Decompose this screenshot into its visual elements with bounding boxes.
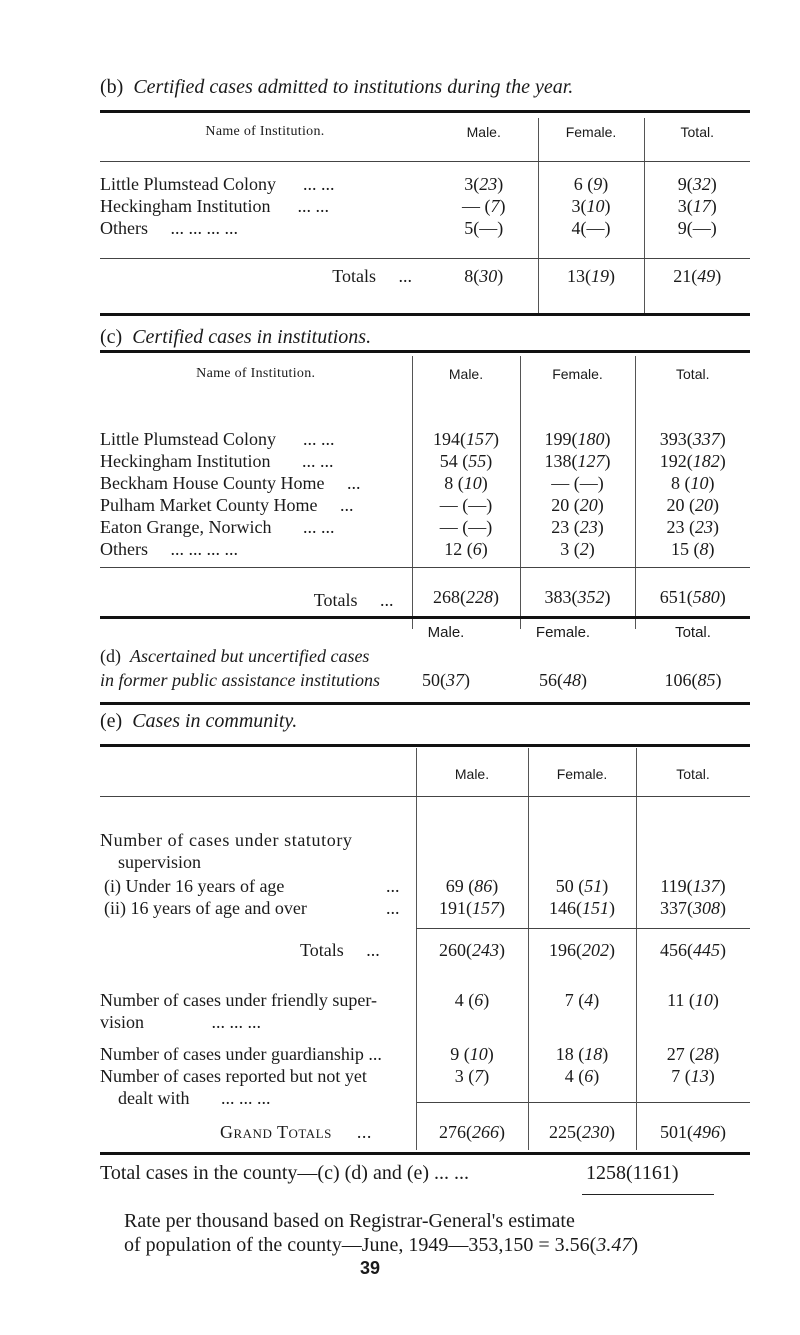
- col-name-header: Name of Institution.: [205, 124, 325, 139]
- table-row: Pulham Market County Home ... — (—) 20 (20) 20 (20): [100, 495, 750, 517]
- col-name-header: Name of Institution.: [196, 366, 316, 381]
- col-male-header: Male.: [466, 124, 501, 140]
- section-d-header-total: Total.: [675, 624, 711, 641]
- table-header: [100, 118, 750, 160]
- guardianship-row: Number of cases under guardianship ... 9 (10) 18 (18) 27 (28): [100, 1044, 720, 1064]
- col-total-header: Total.: [676, 766, 710, 782]
- section-c-top-rule: [100, 350, 750, 353]
- section-b-top-rule: [100, 110, 750, 113]
- section-b-heading: (b) Certified cases admitted to institutions during the year.: [100, 76, 574, 98]
- col-female-header: Female.: [538, 118, 644, 160]
- table-header: [100, 356, 750, 412]
- totals-row: Totals ... 8(30) 13(19) 21(49): [100, 256, 750, 314]
- rate-line-1: Rate per thousand based on Registrar-General's estimate: [124, 1210, 575, 1232]
- page-number: 39: [360, 1258, 381, 1278]
- rate-line-2: of population of the county—June, 1949—353,150 = 3.56(3.47): [124, 1234, 639, 1256]
- section-e-subtotal-rule: [416, 928, 750, 929]
- table-row: Eaton Grange, Norwich ... ... — (—) 23 (23) 23 (23): [100, 517, 750, 539]
- grand-totals-row: Grand Totals ... 276(266) 225(230) 501(496): [220, 1122, 726, 1142]
- table-row: Heckingham Institution ... ... 54 (55) 138(127) 192(182): [100, 451, 750, 473]
- col-total-header: Total.: [644, 118, 750, 160]
- section-c-table: [100, 356, 750, 629]
- section-d-female: 56(48): [539, 670, 587, 690]
- section-b-table: [100, 118, 750, 314]
- table-row: (i) Under 16 years of age ... 69 (86) 50 (51) 119(137): [104, 876, 726, 896]
- section-d-male: 50(37): [422, 670, 470, 690]
- section-b-header-rule: [100, 161, 750, 162]
- section-c-totals-rule: [100, 567, 750, 568]
- section-c-bottom-rule: [100, 616, 750, 619]
- section-e-vert-extend: [528, 1098, 529, 1150]
- table-row: Others ... ... ... ... 5(—) 4(—) 9(—): [100, 218, 750, 256]
- col-male-header: Male.: [412, 356, 520, 412]
- table-row: Heckingham Institution ... ... — (7) 3(10) 3(17): [100, 196, 750, 218]
- county-total-value: 1258(1161): [586, 1162, 679, 1184]
- section-d-total: 106(85): [664, 670, 722, 690]
- totals-row: Totals ... 268(228) 383(352) 651(580): [100, 577, 750, 629]
- table-row: Beckham House County Home ... 8 (10) — (—) 8 (10): [100, 473, 750, 495]
- section-d-bottom-rule: [100, 702, 750, 705]
- section-d: [100, 622, 750, 698]
- section-d-header-female: Female.: [535, 624, 591, 641]
- table-row: (ii) 16 years of age and over ... 191(157) 146(151) 337(308): [104, 898, 726, 918]
- county-total-rule: [582, 1194, 714, 1195]
- totals-row: Totals ... 260(243) 196(202) 456(445): [300, 940, 726, 960]
- section-d-title-line1: (d) Ascertained but uncertified cases: [100, 646, 370, 666]
- section-e-vert-extend: [416, 1098, 417, 1150]
- section-b-bottom-rule: [100, 313, 750, 316]
- reported-row: Number of cases reported but not yet dealt with ... ... ... 3 (7) 4 (6) 7 (13): [100, 1066, 715, 1108]
- supervision-label: Number of cases under statutory: [100, 830, 353, 850]
- section-e-heading: (e) Cases in community.: [100, 710, 298, 732]
- col-total-header: Total.: [635, 356, 750, 412]
- section-e-bottom-rule: [100, 1152, 750, 1155]
- table-row: Little Plumstead Colony ... ... 194(157) 199(180) 393(337): [100, 429, 750, 451]
- section-d-header-male: Male.: [427, 624, 465, 641]
- county-total-line: Total cases in the county—(c) (d) and (e) ... ... 1258(1161): [100, 1162, 679, 1184]
- col-male-header: Male.: [454, 766, 490, 782]
- friendly-supervision-row: Number of cases under friendly super- vision ... ... ... 4 (6) 7 (4) 11 (10): [100, 990, 719, 1032]
- section-e-header-rule: [100, 796, 750, 797]
- table-row: Others ... ... ... ... 12 (6) 3 (2) 15 (8): [100, 539, 750, 577]
- section-c-heading: (c) Certified cases in institutions.: [100, 326, 372, 348]
- supervision-label-2: supervision: [118, 852, 201, 872]
- section-e-top-rule: [100, 744, 750, 747]
- section-e-vert-extend: [636, 1098, 637, 1150]
- section-e-table: [100, 748, 750, 1108]
- grand-totals-rule: [416, 1102, 750, 1103]
- section-d-title-line2: in former public assistance institutions: [100, 670, 381, 690]
- col-female-header: Female.: [556, 766, 608, 782]
- col-female-header: Female.: [520, 356, 635, 412]
- table-row: Little Plumstead Colony ... ... 3(23) 6 (9) 9(32): [100, 174, 750, 196]
- section-b-totals-rule: [100, 258, 750, 259]
